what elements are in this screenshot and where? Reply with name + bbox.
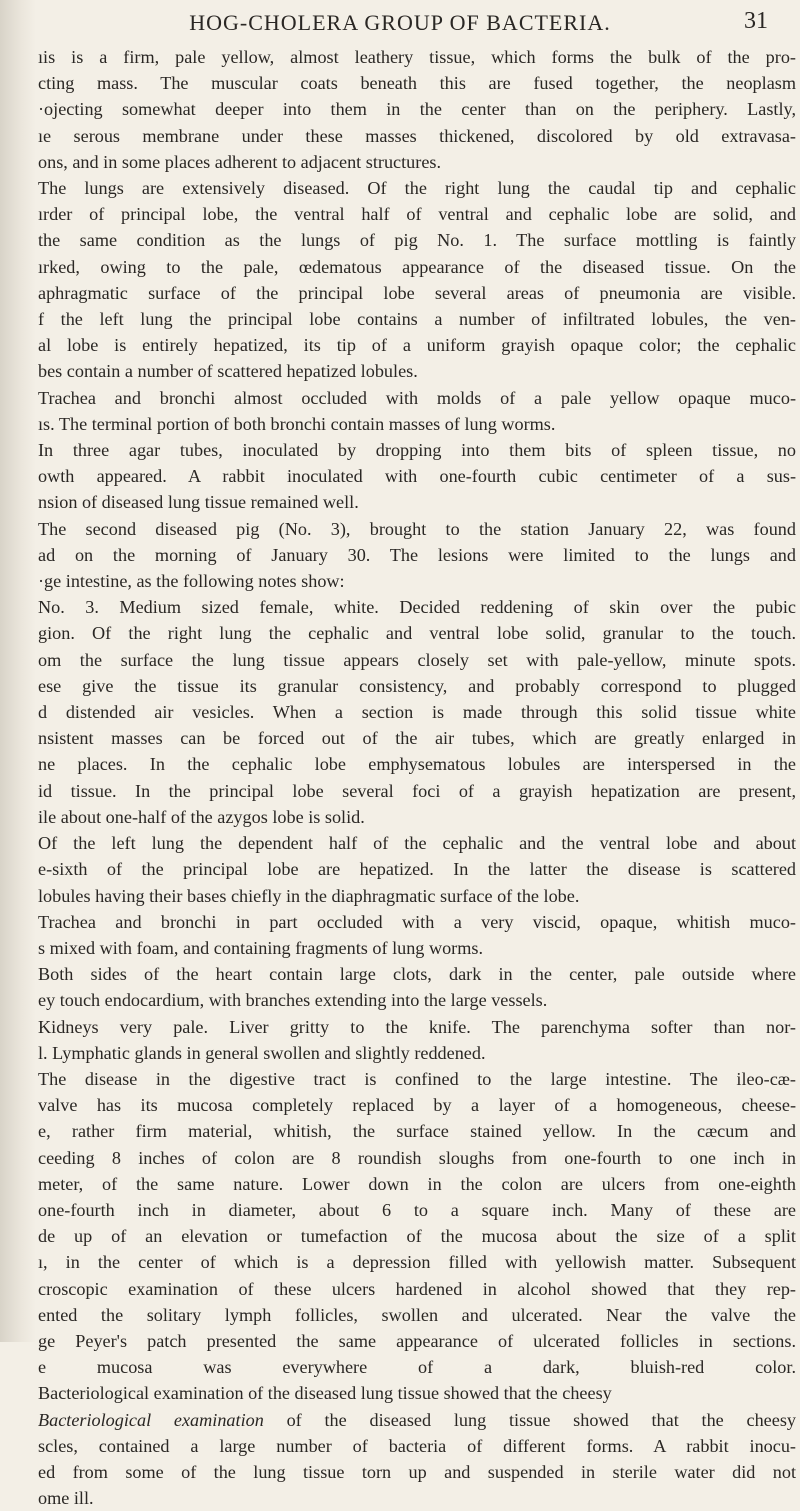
text-line: valve has its mucosa completely replaced by a layer of a homogeneous, cheese-	[38, 1095, 796, 1116]
page-gutter-shadow	[0, 0, 36, 1342]
text-line: one-fourth inch in diameter, about 6 to a square inch. Many of these are	[38, 1199, 796, 1220]
text-line: the same condition as the lungs of pig No. 1. The surface mottling is faintly	[38, 230, 796, 251]
text-line: ·ge intestine, as the following notes show:	[38, 571, 345, 592]
text-line: The disease in the digestive tract is confined to the large intestine. The ileo-cæ-	[38, 1068, 796, 1089]
text-line: ırked, owing to the pale, œdematous appearance of the diseased tissue. On the	[38, 256, 796, 277]
page-number: 31	[744, 8, 768, 34]
text-line: Bacteriological examination of the diseased lung tissue showed that the cheesy	[38, 1383, 612, 1404]
text-line: Both sides of the heart contain large clots, dark in the center, pale outside where	[38, 964, 796, 985]
text-line: ese give the tissue its granular consistency, and probably correspond to plugged	[38, 675, 796, 696]
text-line: gion. Of the right lung the cephalic and ventral lobe solid, granular to the touch.	[38, 623, 796, 644]
text-line: id tissue. In the principal lobe several foci of a grayish hepatization are present,	[38, 780, 796, 801]
text-line	[38, 1407, 796, 1433]
text-line: bes contain a number of scattered hepatized lobules.	[38, 361, 418, 382]
text-line: nsistent masses can be forced out of the air tubes, which are greatly enlarged in	[38, 728, 796, 749]
running-title: HOG-CHOLERA GROUP OF BACTERIA.	[189, 10, 611, 35]
text-line: e mucosa was everywhere of a dark, bluish-red color.	[38, 1357, 796, 1378]
text-line: scles, contained a large number of bacteria of different forms. A rabbit inocu-	[38, 1435, 796, 1456]
text-line: cting mass. The muscular coats beneath this are fused together, the neoplasm	[38, 73, 796, 94]
text-line: ıs. The terminal portion of both bronchi contain masses of lung worms.	[38, 413, 556, 434]
text-line: ceeding 8 inches of colon are 8 roundish sloughs from one-fourth to one inch in	[38, 1147, 796, 1168]
text-line: ome ill.	[38, 1488, 94, 1509]
text-line: The second diseased pig (No. 3), brought to the station January 22, was found	[38, 518, 796, 539]
text-line: e-sixth of the principal lobe are hepatized. In the latter the disease is scattered	[38, 859, 796, 880]
text-line: s mixed with foam, and containing fragments of lung worms.	[38, 937, 484, 958]
text-line: Trachea and bronchi in part occluded with a very viscid, opaque, whitish muco-	[38, 911, 796, 932]
text-line: No. 3. Medium sized female, white. Decided reddening of skin over the pubic	[38, 597, 796, 618]
text-line: The lungs are extensively diseased. Of the right lung the caudal tip and cephalic	[38, 178, 796, 199]
text-line: de up of an elevation or tumefaction of the mucosa about the size of a split	[38, 1226, 796, 1247]
text-line: ey touch endocardium, with branches extending into the large vessels.	[38, 990, 548, 1011]
text-line: ıe serous membrane under these masses thickened, discolored by old extravasa-	[38, 125, 796, 146]
text-line: Trachea and bronchi almost occluded with molds of a pale yellow opaque muco-	[38, 387, 796, 408]
text-line: ed from some of the lung tissue torn up and suspended in sterile water did not	[38, 1461, 796, 1482]
text-line: owth appeared. A rabbit inoculated with one-fourth cubic centimeter of a sus-	[38, 466, 796, 487]
text-line: om the surface the lung tissue appears closely set with pale-yellow, minute spots.	[38, 649, 796, 670]
text-line: In three agar tubes, inoculated by dropping into them bits of spleen tissue, no	[38, 440, 796, 461]
text-line: ·ojecting somewhat deeper into them in the center than on the periphery. Lastly,	[38, 99, 796, 120]
text-line: e, rather firm material, whitish, the surface stained yellow. In the cæcum and	[38, 1121, 796, 1142]
text-line: d distended air vesicles. When a section is made through this solid tissue white	[38, 702, 796, 723]
italic-lead: Bacteriological examination	[38, 1409, 264, 1430]
text-line: croscopic examination of these ulcers hardened in alcohol showed that they rep-	[38, 1278, 796, 1299]
text-line: lobules having their bases chiefly in the diaphragmatic surface of the lobe.	[38, 885, 580, 906]
text-line: ge Peyer's patch presented the same appearance of ulcerated follicles in sections.	[38, 1330, 796, 1351]
text-line: ented the solitary lymph follicles, swollen and ulcerated. Near the valve the	[38, 1304, 796, 1325]
text-line: ile about one-half of the azygos lobe is solid.	[38, 806, 365, 827]
text-line: Kidneys very pale. Liver gritty to the knife. The parenchyma softer than nor-	[38, 1016, 796, 1037]
text-line: ons, and in some places adherent to adjacent structures.	[38, 151, 442, 172]
italic-lead-rest: of the diseased lung tissue showed that the cheesy	[263, 1409, 796, 1430]
text-line: aphragmatic surface of the principal lobe several areas of pneumonia are visible.	[38, 282, 796, 303]
text-line: f the left lung the principal lobe contains a number of infiltrated lobules, the ven-	[38, 309, 796, 330]
body-text	[38, 44, 796, 1511]
text-line: ı, in the center of which is a depression filled with yellowish matter. Subsequent	[38, 1252, 796, 1273]
text-line: meter, of the same nature. Lower down in the colon are ulcers from one-eighth	[38, 1173, 796, 1194]
text-line: Of the left lung the dependent half of the cephalic and the ventral lobe and about	[38, 833, 796, 854]
text-line: al lobe is entirely hepatized, its tip of a uniform grayish opaque color; the cephalic	[38, 335, 796, 356]
text-line: ne places. In the cephalic lobe emphysematous lobules are interspersed in the	[38, 754, 796, 775]
text-line: ıis is a firm, pale yellow, almost leathery tissue, which forms the bulk of the pro-	[38, 47, 796, 67]
page-header	[0, 4, 800, 40]
text-line: ırder of principal lobe, the ventral half of ventral and cephalic lobe are solid, and	[38, 204, 796, 225]
text-line: ad on the morning of January 30. The lesions were limited to the lungs and	[38, 544, 796, 565]
text-line: l. Lymphatic glands in general swollen and slightly reddened.	[38, 1042, 486, 1063]
text-line: nsion of diseased lung tissue remained well.	[38, 492, 359, 513]
